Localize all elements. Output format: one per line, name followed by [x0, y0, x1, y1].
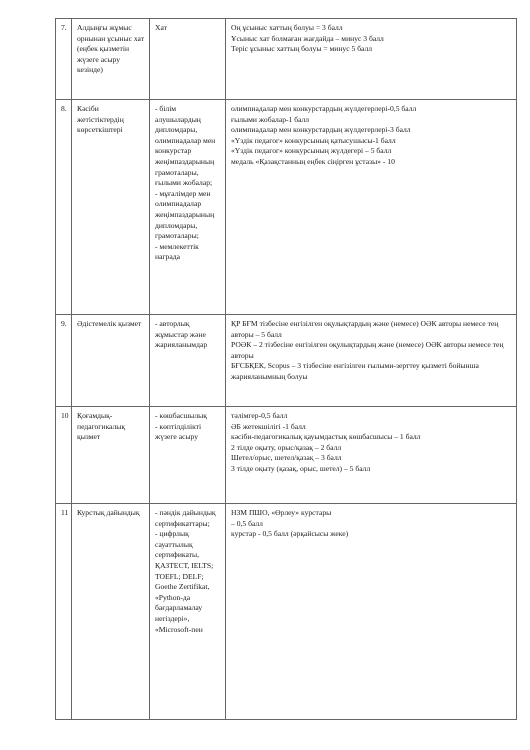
score-line: курстар - 0,5 балл (әрқайсысы жеке) [231, 529, 349, 539]
score-line: ғылыми жобалар-1 балл [231, 114, 310, 124]
row-name [72, 19, 150, 100]
score-line: – 0,5 балл [231, 518, 263, 528]
row-name-text: Қоғамдық-педагогикалық қызмет [77, 411, 126, 442]
score-line: олимпиадалар мен конкурстардың жүлдегерлері-0,5 балл [231, 104, 417, 113]
score-line: НЗМ ПШО, «Өрлеу» курстары [231, 508, 332, 517]
score-line: медаль «Қазақстанның еңбек сіңірген ұстазы» - 10 [231, 156, 395, 166]
row-criteria [150, 100, 226, 315]
criteria-table [55, 18, 517, 720]
row-criteria [150, 407, 226, 504]
criteria-item: Хат [155, 23, 167, 32]
criteria-item: - цифрлық сауаттылық сертификаты, ҚАЗТЕСТ, IELTS; TOEFL; DELF; Goethe Zertifikat, «Python-да бағдарламалау негіздері», «Microsoft-пен [155, 529, 214, 634]
score-line: олимпиадалар мен конкурстардың жүлдегерлері-3 балл [231, 125, 411, 135]
score-line: тәлімгер-0,5 балл [231, 411, 288, 420]
row-number: 11 [56, 504, 72, 720]
score-line: «Үздік педагог» конкурсының жүлдегері – 5 балл [231, 146, 392, 156]
row-criteria [150, 504, 226, 720]
row-score [226, 407, 517, 504]
row-name [72, 100, 150, 315]
criteria-item: - көшбасшылық [155, 411, 207, 420]
score-line: Теріс ұсыныс хаттың болуы = минус 5 балл [231, 44, 373, 54]
row-score [226, 19, 517, 100]
score-line: Шетел/орыс, шетел/қазақ – 3 балл [231, 453, 342, 463]
criteria-item: - мемлекеттік награда [155, 241, 199, 262]
row-number: 7. [56, 19, 72, 100]
score-line: ӘБ жетекшілігі -1 балл [231, 421, 306, 431]
criteria-item: - пәндік дайындық сертификаттары; [155, 508, 216, 528]
criteria-item: - мұғалімдер мен олимпиадалар жеңімпаздарының дипломдары, грамоталары; [155, 188, 215, 241]
row-name-text: Әдістемелік қызмет [77, 319, 142, 328]
table-row [56, 315, 517, 407]
row-score [226, 315, 517, 407]
score-line: Оң ұсыныс хаттың болуы = 3 балл [231, 23, 343, 32]
table-row [56, 407, 517, 504]
row-name-text: Кәсіби жетістіктердің көрсеткіштері [77, 104, 124, 135]
score-line: 3 тілде оқыту (қазақ, орыс, шетел) – 5 балл [231, 463, 371, 473]
row-name [72, 407, 150, 504]
row-criteria [150, 315, 226, 407]
row-number: 8. [56, 100, 72, 315]
table-row [56, 504, 517, 720]
row-number: 9. [56, 315, 72, 407]
row-name [72, 315, 150, 407]
table-row [56, 100, 517, 315]
row-name-text: Курстық дайындық [77, 508, 140, 517]
row-name-text: Алдыңғы жұмыс орнынан ұсыныс хат (еңбек қызметін жүзеге асыру кезінде) [77, 23, 145, 75]
row-name [72, 504, 150, 720]
score-line: кәсіби-педагогикалық қауымдастық көшбасшысы – 1 балл [231, 432, 421, 442]
row-criteria [150, 19, 226, 100]
criteria-item: - көптілділікті жүзеге асыру [155, 421, 202, 442]
criteria-item: - авторлық жұмыстар және жарияланымдар [155, 319, 208, 350]
score-line: РОӘК – 2 тізбесіне енгізілген оқулықтардың және (немесе) ОӘК авторы немесе тең авторы [231, 340, 504, 360]
row-score [226, 504, 517, 720]
table-row [56, 19, 517, 100]
score-line: Ұсыныс хат болмаған жағдайда – минус 3 балл [231, 33, 384, 43]
score-line: «Үздік педагог» конкурсының қатысушысы-1 балл [231, 135, 396, 145]
score-line: 2 тілде оқыту, орыс/қазақ – 2 балл [231, 442, 342, 452]
score-line: ҚР БҒМ тізбесіне енгізілген оқулықтардың және (немесе) ОӘК авторы немесе тең авторы – 5 балл [231, 319, 499, 339]
criteria-item: - білім алушылардың дипломдары, олимпиадалар мен конкурстар жеңімпаздарының грамоталары, ғылыми жобалар; [155, 104, 216, 188]
row-score [226, 100, 517, 315]
score-line: БҒСБҚЕК, Scopus – 3 тізбесіне енгізілген ғылыми-зерттеу қызметі бойынша жарияланымның болуы [231, 361, 479, 381]
row-number: 10 [56, 407, 72, 504]
